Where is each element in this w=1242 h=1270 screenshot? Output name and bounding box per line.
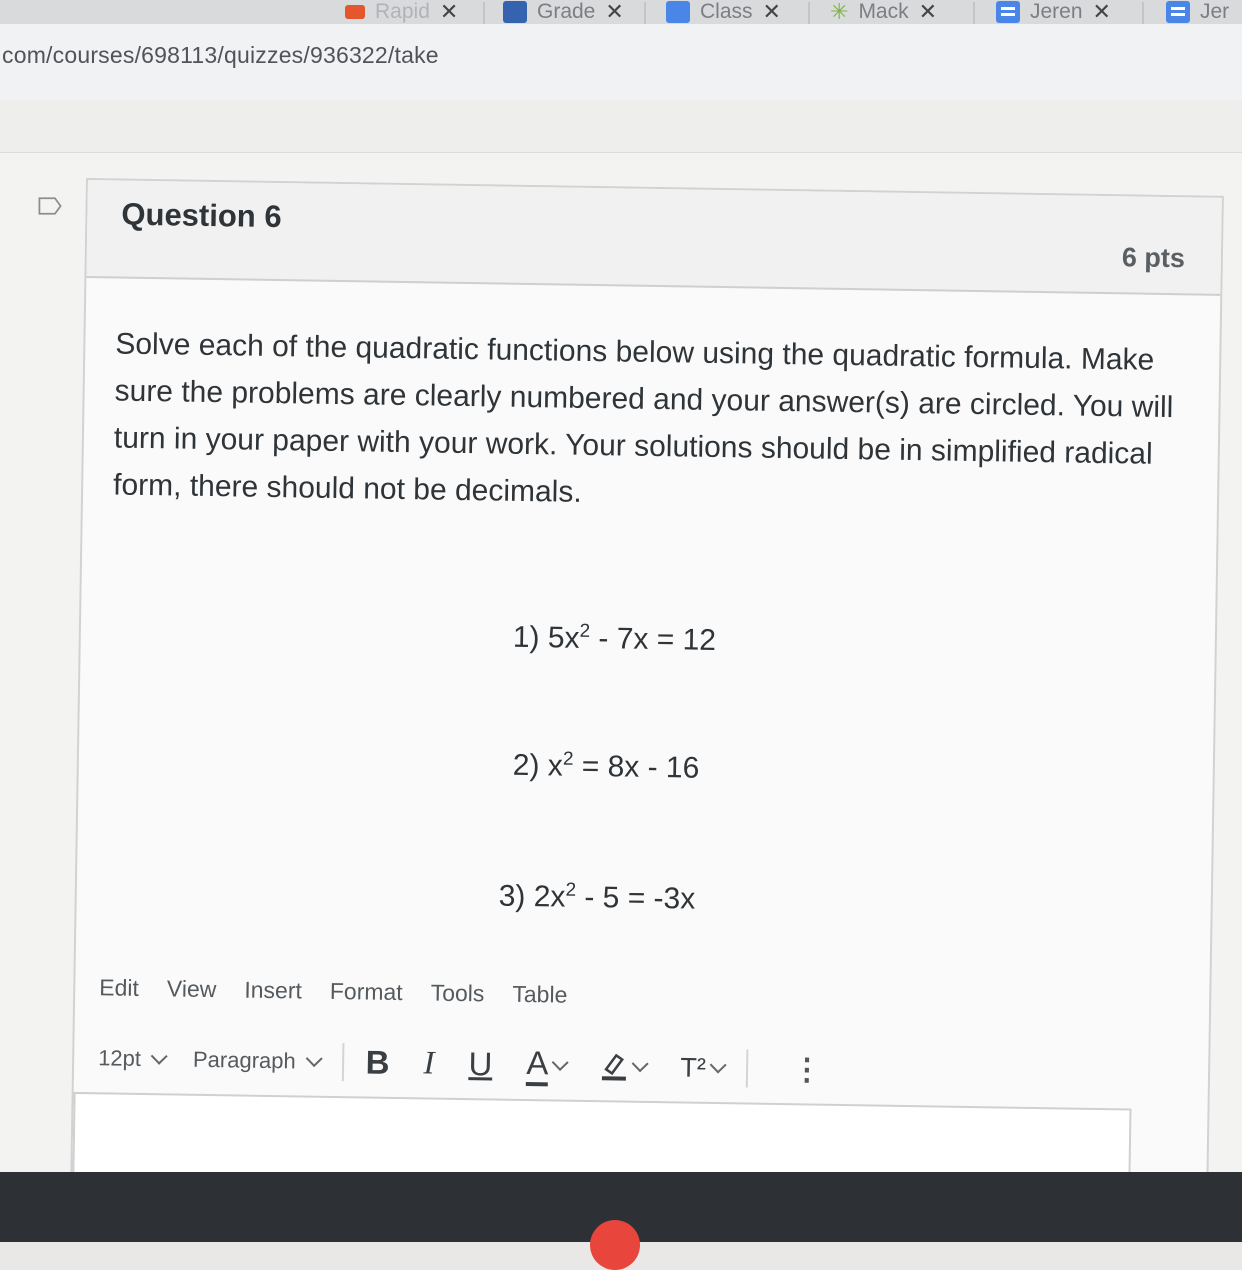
menu-view[interactable]: View (166, 975, 217, 1003)
text-color-button[interactable] (526, 1044, 567, 1087)
tab-label: Mack (858, 0, 909, 23)
problem-2 (513, 748, 700, 786)
chevron-down-icon (552, 1054, 569, 1071)
menu-edit[interactable]: Edit (99, 974, 140, 1001)
tab-divider (808, 2, 810, 24)
question-header (86, 180, 1221, 296)
exponent: 2 (579, 620, 591, 642)
gradebook-icon (503, 1, 527, 23)
browser-tab[interactable] (503, 0, 624, 24)
toolbar-divider (746, 1049, 749, 1087)
superscript-label: T² (680, 1051, 707, 1083)
close-icon[interactable]: ✕ (1092, 0, 1111, 24)
problem-text: 3) 2x (498, 879, 566, 914)
menu-table[interactable]: Table (512, 980, 568, 1008)
menu-tools[interactable]: Tools (430, 979, 485, 1007)
problem-3 (498, 879, 695, 917)
close-icon[interactable]: ✕ (439, 0, 459, 24)
toolbar-divider (341, 1043, 344, 1081)
question-title: Question 6 (121, 196, 282, 235)
tab-divider (483, 2, 485, 24)
exponent: 2 (562, 748, 574, 770)
chevron-down-icon (305, 1050, 322, 1067)
question-points: 6 pts (1121, 242, 1186, 274)
menu-insert[interactable]: Insert (244, 976, 303, 1004)
docs-icon (1166, 1, 1190, 23)
editor-menubar (99, 974, 568, 1008)
question-instructions: Solve each of the quadratic functions below using the quadratic formula. Make sure the problems are clearly numbered and your answer(s) are circled. You will turn in your paper with your work. Your solutions should be in simplified radical form, there should not be decimals. (112, 327, 1174, 509)
tab-label: Grade (537, 0, 596, 23)
underline-button[interactable]: U (468, 1045, 493, 1083)
tab-label: Jeren (1030, 0, 1083, 23)
more-options-icon[interactable]: ⋮ (791, 1052, 823, 1087)
tab-label: Rapid (375, 0, 430, 23)
close-icon[interactable]: ✕ (605, 0, 624, 24)
italic-button[interactable]: I (423, 1044, 435, 1082)
browser-tab[interactable] (345, 0, 458, 24)
flag-question-icon[interactable] (38, 193, 62, 219)
superscript-button[interactable] (680, 1052, 724, 1084)
tab-divider (1142, 2, 1144, 24)
font-size-select[interactable] (98, 1045, 165, 1072)
question-card (70, 178, 1224, 1210)
browser-tab[interactable] (830, 0, 937, 24)
browser-tab[interactable] (1166, 0, 1229, 24)
chevron-down-icon (632, 1055, 649, 1072)
pinwheel-icon: ✳ (830, 0, 849, 24)
block-format-select[interactable] (193, 1047, 320, 1075)
bold-button[interactable]: B (365, 1043, 390, 1081)
chrome-icon[interactable] (590, 1220, 640, 1270)
menu-format[interactable]: Format (329, 977, 403, 1006)
close-icon[interactable]: ✕ (918, 0, 938, 24)
browser-tab[interactable] (996, 0, 1111, 24)
tab-label: Class (700, 0, 753, 23)
address-bar (0, 24, 1242, 100)
page-header-band (0, 100, 1242, 153)
block-format-value: Paragraph (192, 1046, 296, 1074)
url-text[interactable]: com/courses/698113/quizzes/936322/take (2, 42, 439, 68)
docs-icon (996, 1, 1020, 23)
font-size-value: 12pt (97, 1045, 142, 1071)
tab-divider (973, 2, 975, 24)
classroom-icon (666, 1, 690, 23)
browser-tab[interactable] (666, 0, 781, 24)
problem-text: 2) x (512, 748, 564, 783)
tab-label: Jer (1200, 0, 1230, 23)
problem-text: - 5 = -3x (575, 880, 696, 916)
browser-tab-strip (0, 0, 1242, 24)
tab-divider (644, 2, 646, 24)
red-app-icon (345, 5, 365, 19)
text-color-label: A (526, 1044, 549, 1086)
chevron-down-icon (151, 1048, 168, 1065)
problem-text: = 8x - 16 (573, 749, 700, 785)
highlight-button[interactable] (600, 1051, 646, 1082)
problem-1 (513, 620, 717, 658)
editor-toolbar (98, 1036, 822, 1091)
chevron-down-icon (709, 1057, 726, 1074)
problem-text: - 7x = 12 (589, 621, 717, 657)
close-icon[interactable]: ✕ (762, 0, 781, 24)
exponent: 2 (565, 879, 577, 901)
problem-text: 1) 5x (512, 620, 580, 655)
highlighter-icon (600, 1051, 628, 1081)
